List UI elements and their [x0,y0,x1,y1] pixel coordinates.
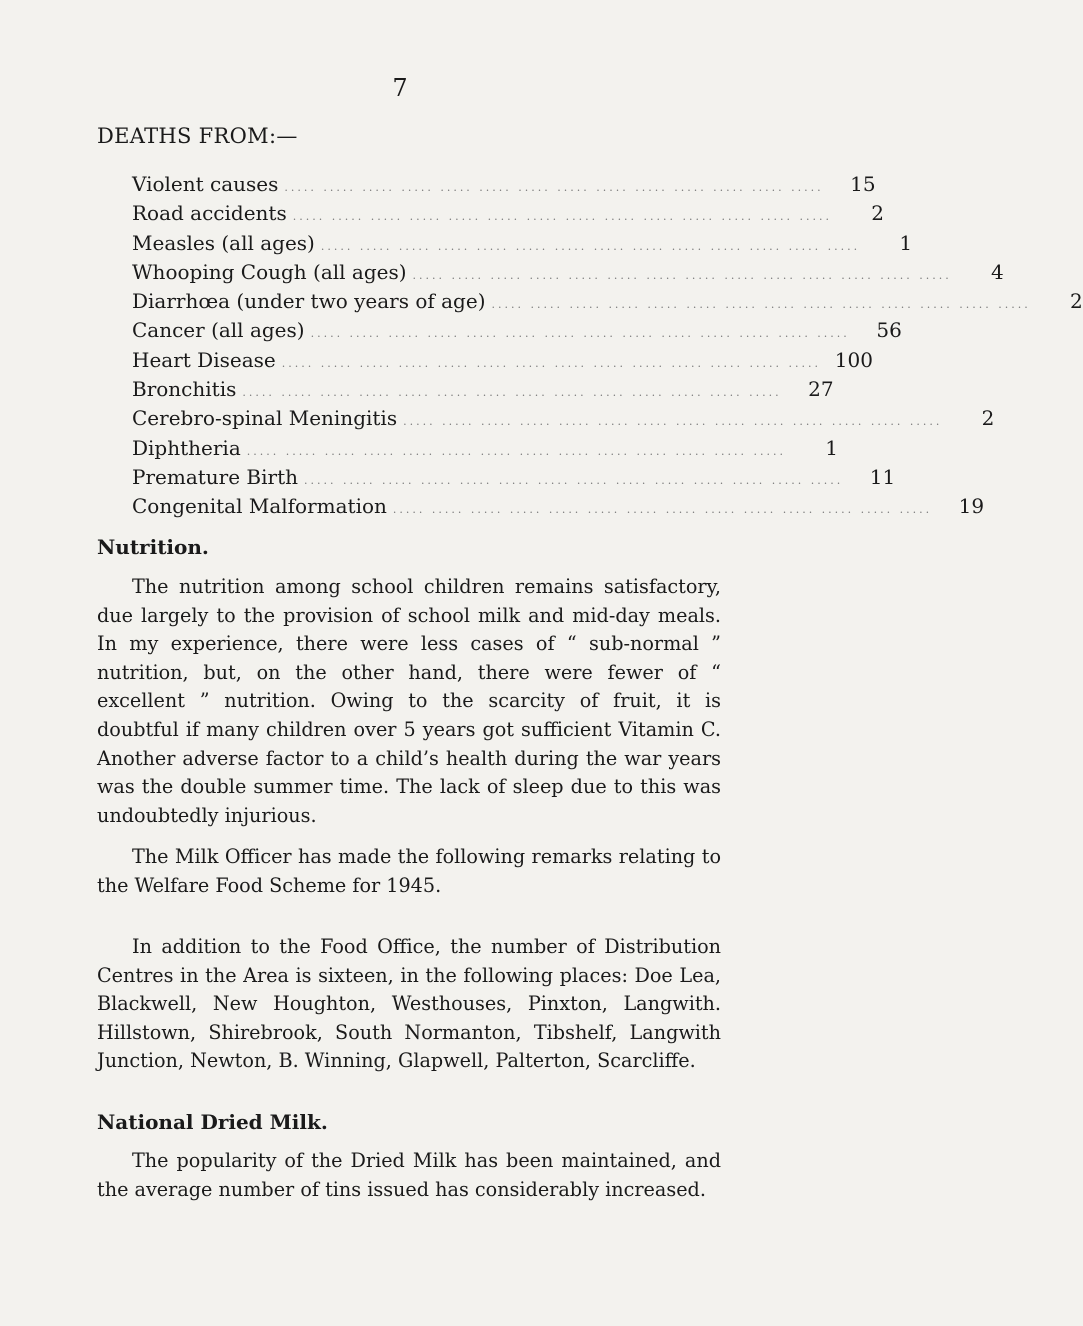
death-cause: Road accidents [132,201,287,226]
death-row [132,199,884,228]
death-row [132,375,834,404]
death-row [132,404,995,433]
death-cause: Premature Birth [132,464,298,489]
death-row [132,316,902,345]
nutrition-paragraph-3: In addition to the Food Office, the number of Distribution Centres in the Area is sixteen, in the following places: Doe Lea, Blackwell, New Houghton, Westhouses, Pinxton, Langwith. Hillstown, Shirebrook, South Normanton, Tibshelf, Langwith Junction, Newton, B. Winning, Glapwell, Palterton, Scarcliffe. [97,935,721,1073]
death-count: 15 [850,172,876,196]
death-row [132,434,838,463]
death-cause: Bronchitis [132,377,237,402]
nutrition-paragraph-1: The nutrition among school children remains satisfactory, due largely to the provision of school milk and mid-day meals. In my experience, there were less cases of “ sub-normal ” nutrition, but, on the other hand, there were fewer of “ excellent ” nutrition. Owing to the scarcity of fruit, it is doubtful if many children over 5 years got sufficient Vitamin C. Another adverse factor to a child’s health during the war years was the double summer time. The lack of sleep due to this was undoubtedly injurious. [97,575,721,827]
page-number: 7 [392,74,408,102]
nutrition-paragraph-2: The Milk Officer has made the following remarks relating to the Welfare Food Scheme for 1945. [97,845,721,897]
dot-leader: ..... ..... ..... ..... ..... ..... ..... ..... ..... ..... ..... ..... ..... ..... [242,386,782,400]
death-row [132,346,873,375]
dried-milk-paragraph-1: The popularity of the Dried Milk has been maintained, and the average number of tins issued has considerably increased. [97,1149,721,1201]
death-row [132,492,985,521]
death-count: 2 [871,201,884,226]
death-count: 100 [834,347,873,372]
deaths-heading: DEATHS FROM:— [97,124,298,148]
death-count: 11 [869,464,896,489]
death-cause: Diarrhœa (under two years of age) [132,289,486,314]
death-row [132,170,876,199]
death-count: 19 [958,494,985,519]
dot-leader: ..... ..... ..... ..... ..... ..... ..... ..... ..... ..... ..... ..... ..... ..... [320,239,861,253]
death-count: 2 [981,406,995,431]
dot-leader: ..... ..... ..... ..... ..... ..... ..... ..... ..... ..... ..... ..... ..... ..... [284,181,824,194]
death-count: 56 [876,318,902,343]
dot-leader: ..... ..... ..... ..... ..... ..... ..... ..... ..... ..... ..... ..... ..... ..... [304,473,844,487]
death-row [132,463,896,492]
dot-leader: ..... ..... ..... ..... ..... ..... ..... ..... ..... ..... ..... ..... ..... ..... [310,327,850,341]
death-cause: Cancer (all ages) [132,318,305,343]
death-row [132,229,913,258]
death-cause: Cerebro-spinal Meningitis [132,406,398,431]
deaths-list [132,170,1083,522]
death-cause: Measles (all ages) [132,230,315,255]
death-count: 27 [808,377,834,402]
dot-leader: ..... ..... ..... ..... ..... ..... ..... ..... ..... ..... ..... ..... ..... ..... [246,444,786,458]
death-count: 4 [991,259,1004,284]
dot-leader: ..... ..... ..... ..... ..... ..... ..... ..... ..... ..... ..... ..... ..... ..... [281,356,821,370]
death-count: 2 [1069,289,1083,314]
dried-milk-heading: National Dried Milk. [97,1110,328,1134]
death-row [132,258,1004,287]
death-count: 1 [899,230,913,255]
dot-leader: ..... ..... ..... ..... ..... ..... ..... ..... ..... ..... ..... ..... ..... ..... [491,298,1031,312]
dot-leader: ..... ..... ..... ..... ..... ..... ..... ..... ..... ..... ..... ..... ..... ..... [392,503,933,517]
death-cause: Violent causes [132,172,279,196]
death-row [132,287,1083,316]
death-cause: Diphtheria [132,435,241,460]
dot-leader: ..... ..... ..... ..... ..... ..... ..... ..... ..... ..... ..... ..... ..... ..... [403,415,943,429]
death-count: 1 [825,435,838,460]
death-cause: Whooping Cough (all ages) [132,259,407,284]
nutrition-heading: Nutrition. [97,535,209,559]
death-cause: Heart Disease [132,347,276,372]
dot-leader: ..... ..... ..... ..... ..... ..... ..... ..... ..... ..... ..... ..... ..... ..... [412,268,952,282]
death-cause: Congenital Malformation [132,494,387,519]
dot-leader: ..... ..... ..... ..... ..... ..... ..... ..... ..... ..... ..... ..... ..... ..... [292,210,832,224]
